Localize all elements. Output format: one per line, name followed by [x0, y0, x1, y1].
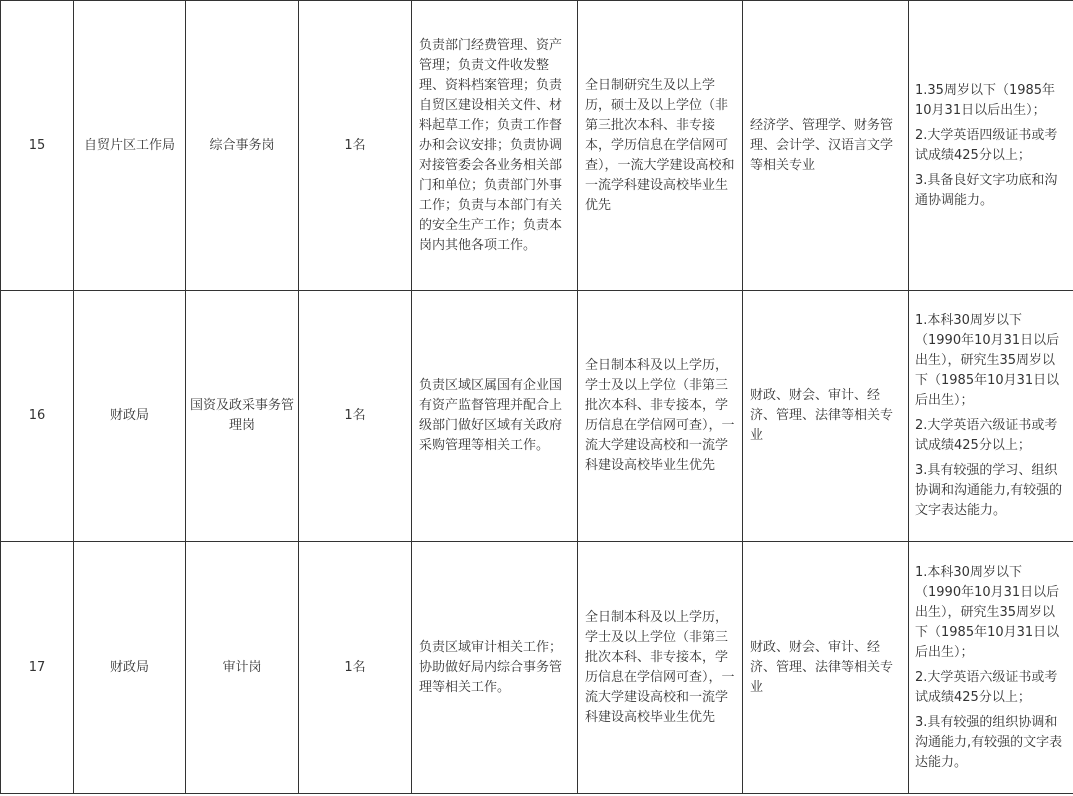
requirements — [909, 542, 1073, 794]
row-number: 15 — [1, 1, 74, 291]
major: 财政、财会、审计、经济、管理、法律等相关专业 — [743, 291, 909, 542]
requirement-item: 2.大学英语六级证书或考试成绩425分以上； — [915, 669, 1058, 705]
requirement-item: 1.本科30周岁以下（1990年10月31日以后出生），研究生35周岁以下（1985年10月31日以后出生）； — [915, 313, 1060, 408]
headcount: 1名 — [299, 1, 412, 291]
requirement-item: 1.35周岁以下（1985年10月31日以后出生）； — [915, 82, 1056, 118]
row-number: 17 — [1, 542, 74, 794]
education: 全日制研究生及以上学历，硕士及以上学位（非第三批次本科、非专接本，学历信息在学信网可查），一流大学建设高校和一流学科建设高校毕业生优先 — [578, 1, 743, 291]
requirements — [909, 1, 1073, 291]
table-row — [1, 542, 1073, 794]
department: 财政局 — [74, 291, 186, 542]
education: 全日制本科及以上学历，学士及以上学位（非第三批次本科、非专接本，学历信息在学信网可查），一流大学建设高校和一流学科建设高校毕业生优先 — [578, 542, 743, 794]
job-duties: 负责部门经费管理、资产管理；负责文件收发整理、资料档案管理；负责自贸区建设相关文件、材料起草工作；负责工作督办和会议安排；负责协调对接管委会各业务相关部门和单位；负责部门外事工作；负责与本部门有关的安全生产工作；负责本岗内其他各项工作。 — [412, 1, 578, 291]
headcount: 1名 — [299, 291, 412, 542]
department: 自贸片区工作局 — [74, 1, 186, 291]
requirement-item: 3.具有较强的组织协调和沟通能力,有较强的文字表达能力。 — [915, 714, 1063, 770]
education: 全日制本科及以上学历，学士及以上学位（非第三批次本科、非专接本，学历信息在学信网可查），一流大学建设高校和一流学科建设高校毕业生优先 — [578, 291, 743, 542]
requirement-item: 2.大学英语四级证书或考试成绩425分以上； — [915, 127, 1058, 163]
requirement-item: 3.具备良好文字功底和沟通协调能力。 — [915, 172, 1058, 208]
position: 综合事务岗 — [186, 1, 299, 291]
department: 财政局 — [74, 542, 186, 794]
headcount: 1名 — [299, 542, 412, 794]
table-row — [1, 291, 1073, 542]
requirement-item: 1.本科30周岁以下（1990年10月31日以后出生），研究生35周岁以下（1985年10月31日以后出生）； — [915, 564, 1060, 660]
requirement-item: 2.大学英语六级证书或考试成绩425分以上； — [915, 418, 1058, 453]
position: 国资及政采事务管理岗 — [186, 291, 299, 542]
position: 审计岗 — [186, 542, 299, 794]
job-duties: 负责区域审计相关工作；协助做好局内综合事务管理等相关工作。 — [412, 542, 578, 794]
requirement-item: 3.具有较强的学习、组织协调和沟通能力,有较强的文字表达能力。 — [915, 463, 1063, 518]
row-number: 16 — [1, 291, 74, 542]
table-row — [1, 1, 1073, 291]
major: 经济学、管理学、财务管理、会计学、汉语言文学等相关专业 — [743, 1, 909, 291]
requirements — [909, 291, 1073, 542]
job-duties: 负责区域区属国有企业国有资产监督管理并配合上级部门做好区域有关政府采购管理等相关工作。 — [412, 291, 578, 542]
major: 财政、财会、审计、经济、管理、法律等相关专业 — [743, 542, 909, 794]
